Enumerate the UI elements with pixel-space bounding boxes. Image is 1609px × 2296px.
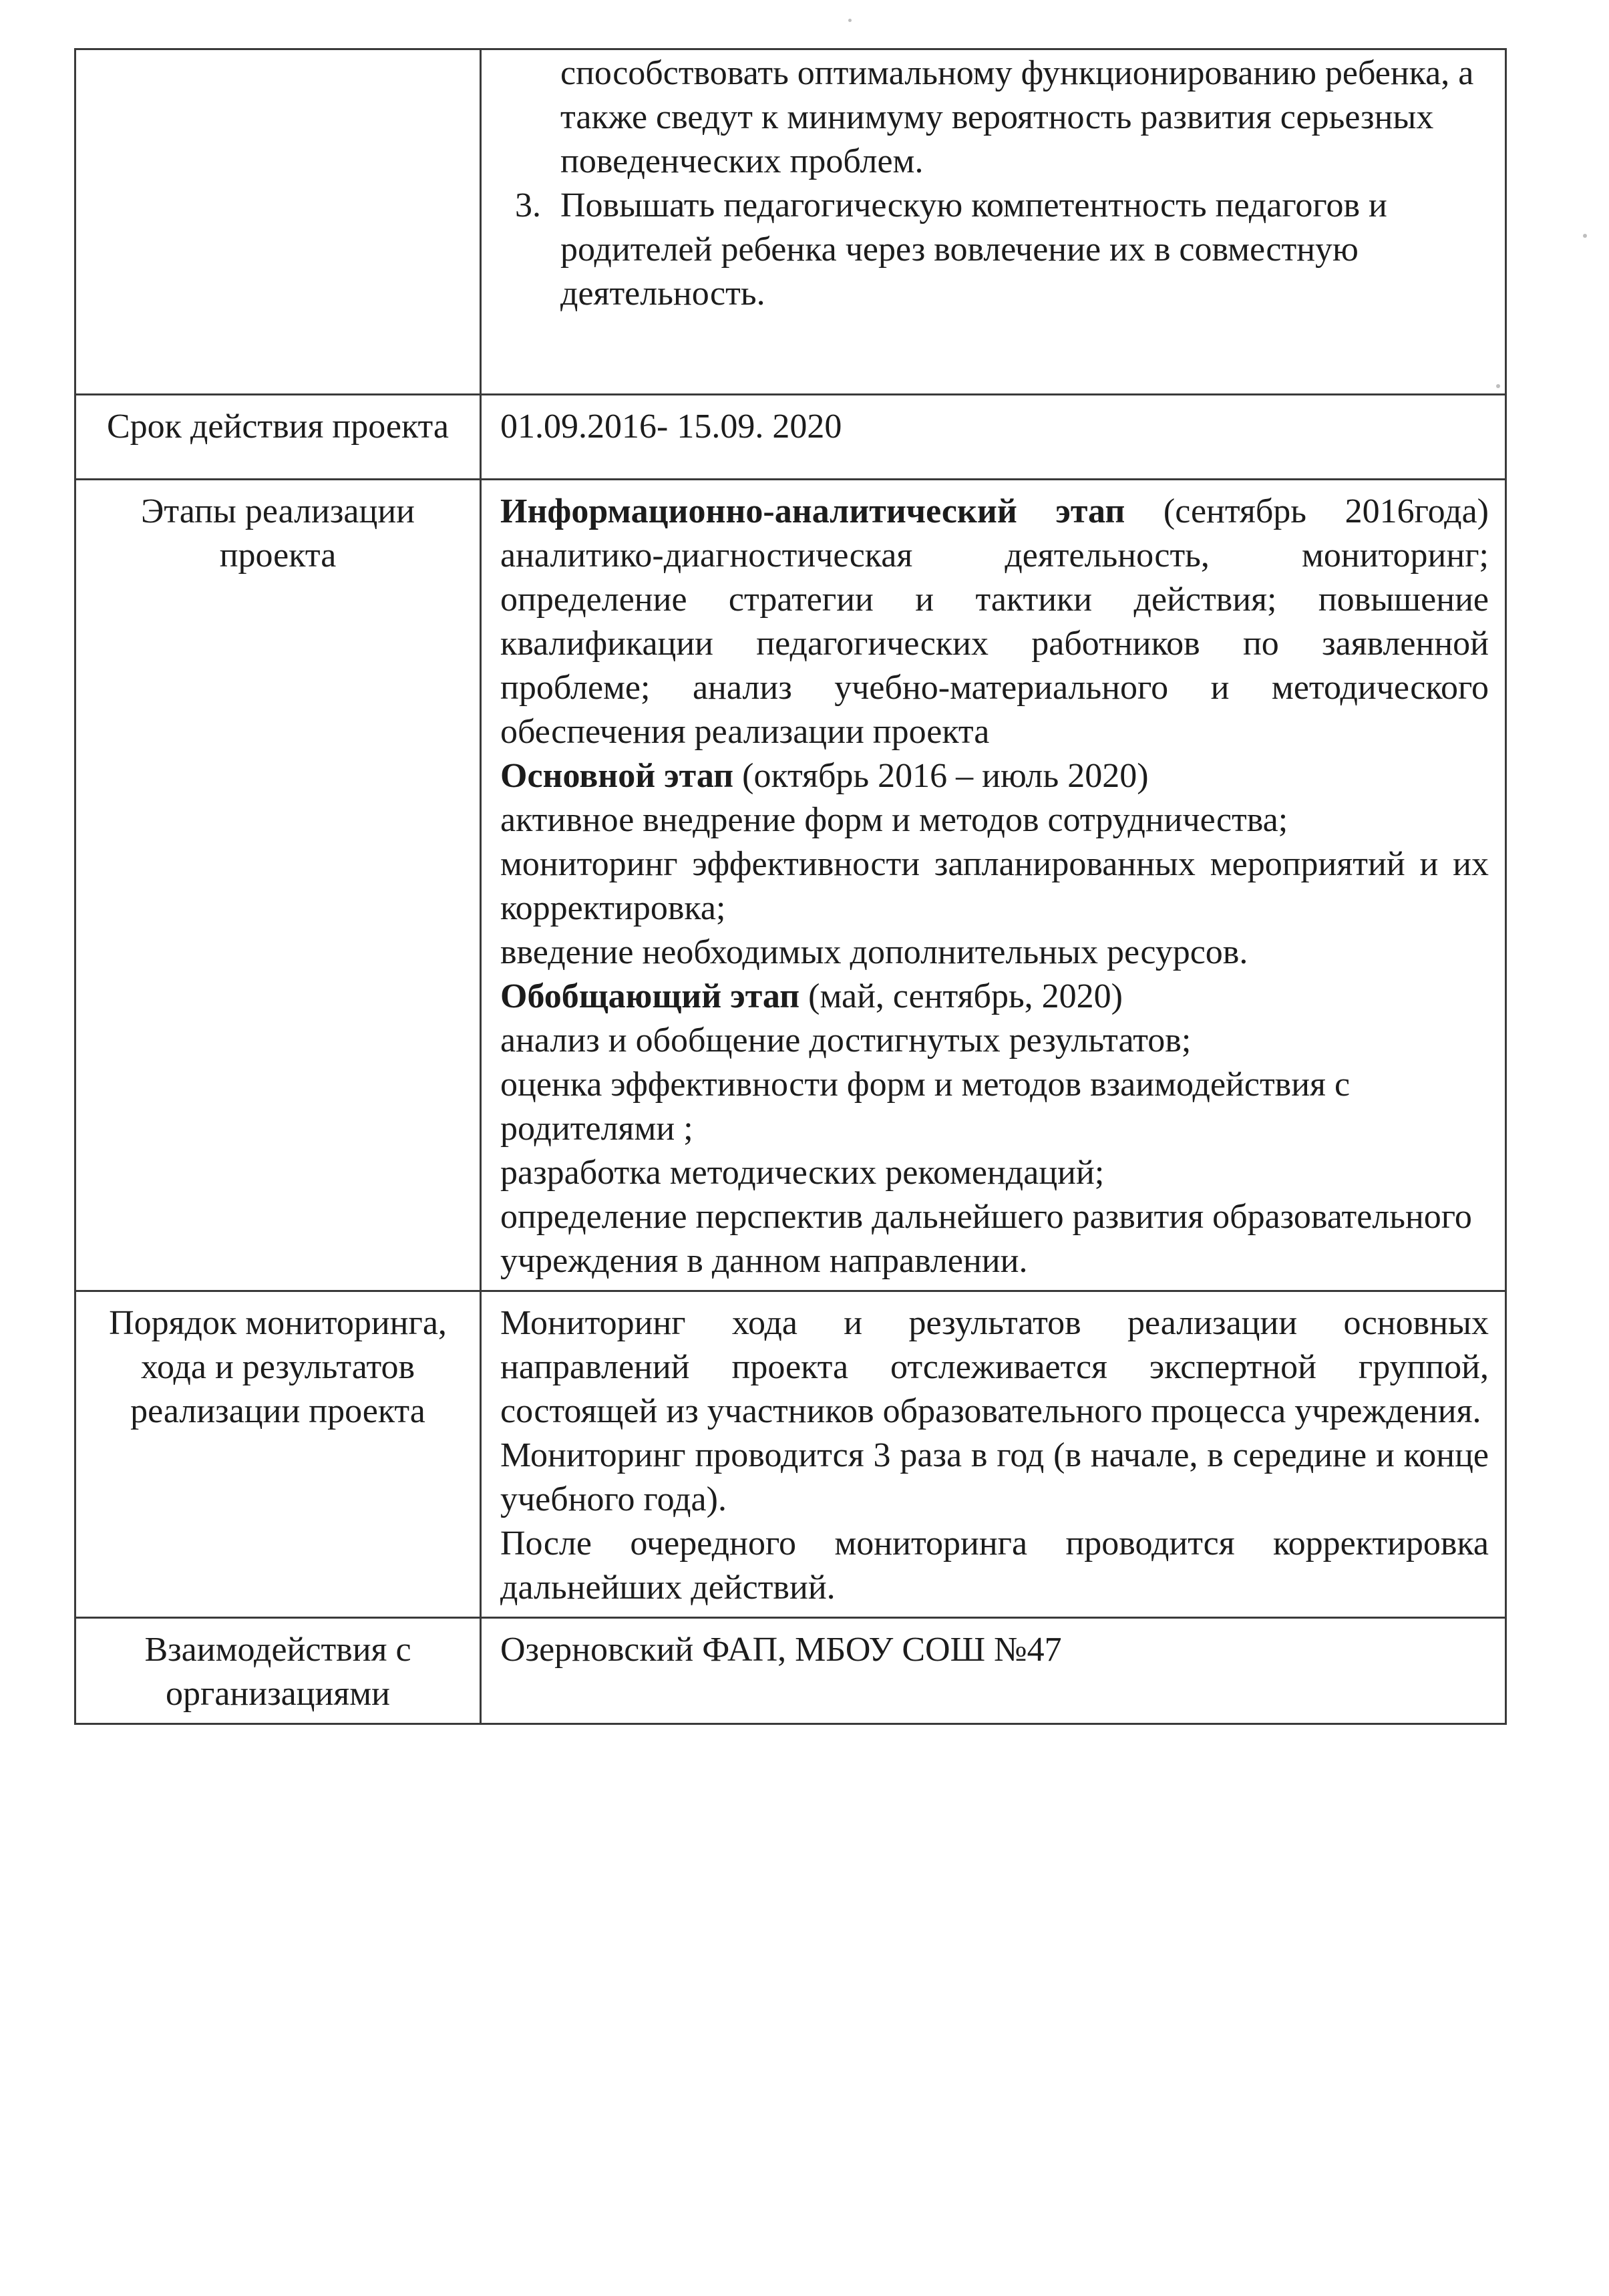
goals-item-3-number: 3. [515, 186, 541, 224]
scan-speck [1496, 384, 1500, 388]
row-label-partners: Взаимодействия с организациями [144, 1631, 411, 1713]
stage-3-item: определение перспектив дальнейшего развития образовательного учреждения в данном направлении. [500, 1198, 1472, 1280]
label-cell-stages [75, 480, 481, 1291]
table-row-monitoring [75, 1291, 1506, 1618]
stage-3-period: (май, сентябрь, 2020) [799, 977, 1123, 1015]
label-cell-goals [75, 49, 481, 395]
stage-3-item: разработка методических рекомендаций; [500, 1154, 1105, 1192]
content-cell-duration [481, 395, 1506, 480]
stage-2-item: активное внедрение форм и методов сотрудничества; [500, 801, 1288, 839]
row-label-stages: Этапы реализации проекта [141, 492, 415, 575]
row-label-duration: Срок действия проекта [107, 407, 449, 446]
content-cell-goals [481, 49, 1506, 395]
label-cell-duration [75, 395, 481, 480]
monitoring-paragraph: Мониторинг проводится 3 раза в год (в начале, в середине и конце учебного года). [500, 1436, 1489, 1518]
duration-value: 01.09.2016- 15.09. 2020 [500, 407, 842, 446]
stage-3-title: Обобщающий этап [500, 977, 800, 1015]
content-cell-stages [481, 480, 1506, 1291]
stage-2-heading [500, 754, 1489, 798]
table-row-goals [75, 49, 1506, 395]
scan-speck [1583, 234, 1587, 238]
goals-list [515, 51, 1489, 316]
stage-3-heading [500, 975, 1489, 1019]
stage-2-item: введение необходимых дополнительных ресурсов. [500, 933, 1248, 971]
goals-item-3 [515, 184, 1489, 316]
stage-1-title: Информационно-аналитический этап [500, 492, 1125, 530]
goals-item2-continuation: способствовать оптимальному функционированию ребенка, а также сведут к минимуму вероятность развития серьезных поведенческих проблем. [560, 54, 1474, 180]
stage-2-period: (октябрь 2016 – июль 2020) [733, 757, 1149, 795]
stage-3-item: анализ и обобщение достигнутых результатов; [500, 1021, 1192, 1059]
stage-3-item: оценка эффективности форм и методов взаимодействия с родителями ; [500, 1065, 1351, 1148]
partners-value: Озерновский ФАП, МБОУ СОШ №47 [500, 1631, 1062, 1669]
label-cell-monitoring [75, 1291, 481, 1618]
stage-2-title: Основной этап [500, 757, 734, 795]
table-row-partners [75, 1618, 1506, 1724]
stage-2-item: мониторинг эффективности запланированных мероприятий и их корректировка; [500, 845, 1489, 927]
stage-1-paragraph [500, 490, 1489, 754]
project-passport-table [74, 48, 1507, 1725]
content-cell-monitoring [481, 1291, 1506, 1618]
table-row-duration [75, 395, 1506, 480]
label-cell-partners [75, 1618, 481, 1724]
goals-item-3-text: Повышать педагогическую компетентность педагогов и родителей ребенка через вовлечение их в совместную деятельность. [560, 186, 1387, 313]
table-row-stages [75, 480, 1506, 1291]
stage-1-text: (сентябрь 2016года) аналитико-диагностическая деятельность, мониторинг; определение стратегии и тактики действия; повышение квалификации педагогических работников по заявленной проблеме; анализ учебно-материального и методического обеспечения реализации проекта [500, 492, 1489, 751]
monitoring-paragraph: После очередного мониторинга проводится корректировка дальнейших действий. [500, 1524, 1489, 1607]
content-cell-partners [481, 1618, 1506, 1724]
scan-speck [848, 19, 852, 22]
monitoring-paragraph: Мониторинг хода и результатов реализации основных направлений проекта отслеживается экспертной группой, состоящей из участников образовательного процесса учреждения. [500, 1304, 1489, 1430]
row-label-monitoring: Порядок мониторинга, хода и результатов реализации проекта [109, 1304, 447, 1430]
